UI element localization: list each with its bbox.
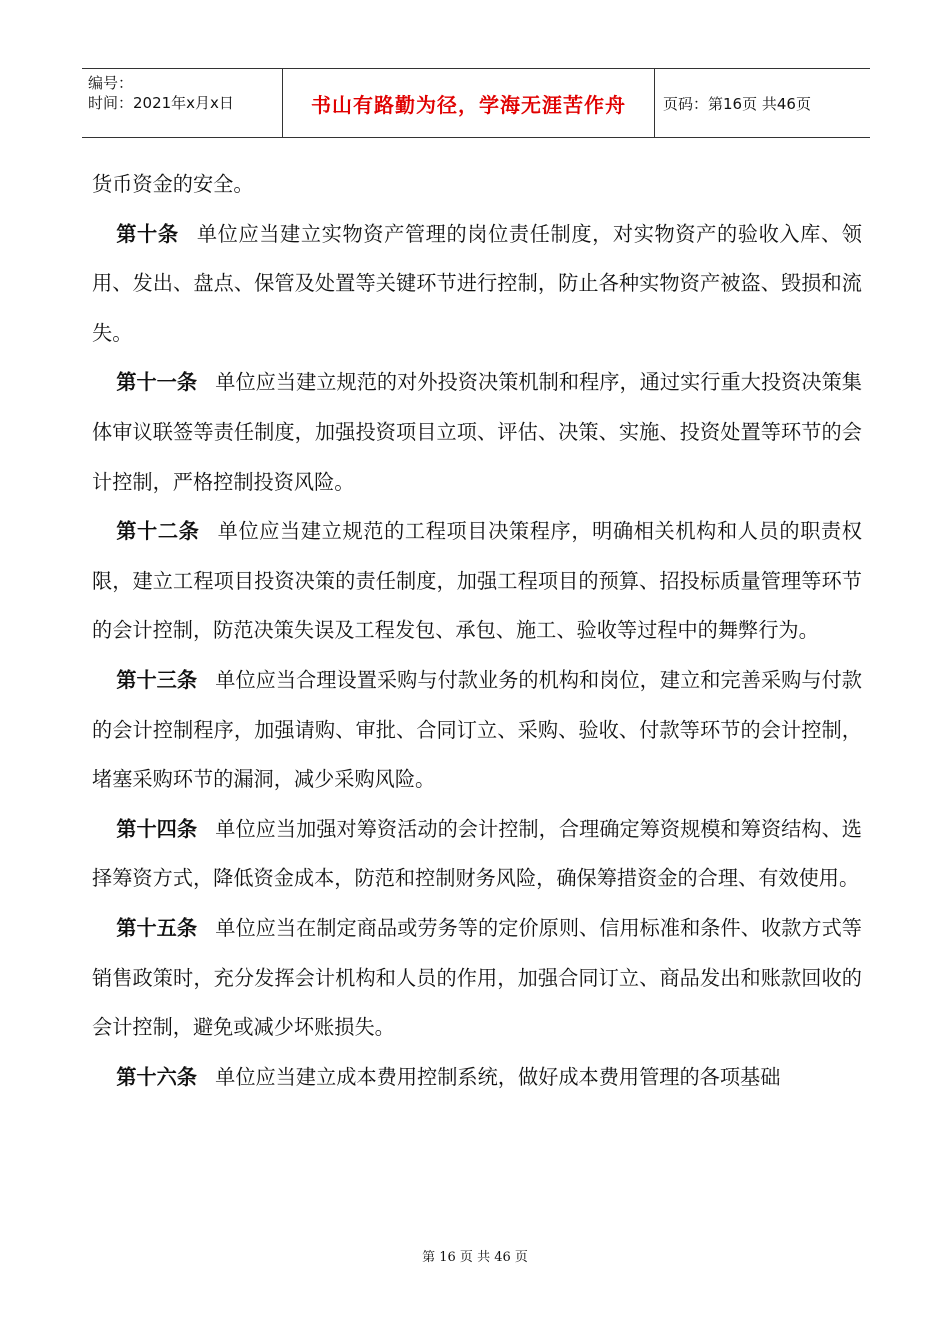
paragraph-continuation: [92, 160, 862, 210]
footer-page-number: 第 16 页 共 46 页: [422, 1250, 528, 1265]
page-header: [82, 68, 870, 138]
article-10: [92, 210, 862, 359]
article-11: [92, 358, 862, 507]
article-text: 单位应当合理设置采购与付款业务的机构和岗位，建立和完善采购与付款的会计控制程序，加强请购、审批、合同订立、采购、验收、付款等环节的会计控制，堵塞采购环节的漏洞，减少采购风险。: [92, 667, 862, 792]
date-label: 时间：2021年x月x日: [88, 94, 234, 112]
article-title: 第十六条: [116, 1064, 197, 1089]
article-title: 第十二条: [116, 519, 200, 544]
header-meta: [82, 69, 282, 137]
header-motto-cell: [282, 69, 655, 137]
article-16: [92, 1053, 862, 1103]
article-title: 第十五条: [116, 915, 198, 940]
article-12: [92, 507, 862, 656]
article-14: [92, 805, 862, 904]
article-13: [92, 656, 862, 805]
page-info-text: 页码：第16页 共46页: [663, 94, 811, 113]
article-text: 单位应当加强对筹资活动的会计控制，合理确定筹资规模和筹资结构、选择筹资方式，降低资金成本，防范和控制财务风险，确保筹措资金的合理、有效使用。: [92, 816, 862, 891]
article-15: [92, 904, 862, 1053]
page-footer: [0, 1246, 950, 1265]
article-text: 单位应当建立规范的对外投资决策机制和程序，通过实行重大投资决策集体审议联签等责任制度，加强投资项目立项、评估、决策、实施、投资处置等环节的会计控制，严格控制投资风险。: [92, 370, 862, 494]
article-title: 第十一条: [116, 370, 198, 395]
header-page-info: [655, 69, 870, 137]
article-title: 第十条: [116, 221, 179, 246]
article-title: 第十三条: [116, 667, 198, 692]
document-body: [92, 160, 862, 1102]
paragraph-text: 货币资金的安全。: [92, 172, 254, 196]
article-text: 单位应当在制定商品或劳务等的定价原则、信用标准和条件、收款方式等销售政策时，充分发挥会计机构和人员的作用，加强合同订立、商品发出和账款回收的会计控制，避免或减少坏账损失。: [92, 915, 862, 1040]
article-text: 单位应当建立成本费用控制系统，做好成本费用管理的各项基础: [215, 1064, 781, 1089]
article-text: 单位应当建立实物资产管理的岗位责任制度，对实物资产的验收入库、领用、发出、盘点、保管及处置等关键环节进行控制，防止各种实物资产被盗、毁损和流失。: [92, 221, 862, 345]
doc-number-label: 编号：: [88, 74, 134, 92]
article-text: 单位应当建立规范的工程项目决策程序，明确相关机构和人员的职责权限，建立工程项目投资决策的责任制度，加强工程项目的预算、招投标质量管理等环节的会计控制，防范决策失误及工程发包、承包、施工、验收等过程中的舞弊行为。: [92, 519, 862, 643]
motto-text: 书山有路勤为径，学海无涯苦作舟: [311, 92, 626, 117]
article-title: 第十四条: [116, 816, 198, 841]
